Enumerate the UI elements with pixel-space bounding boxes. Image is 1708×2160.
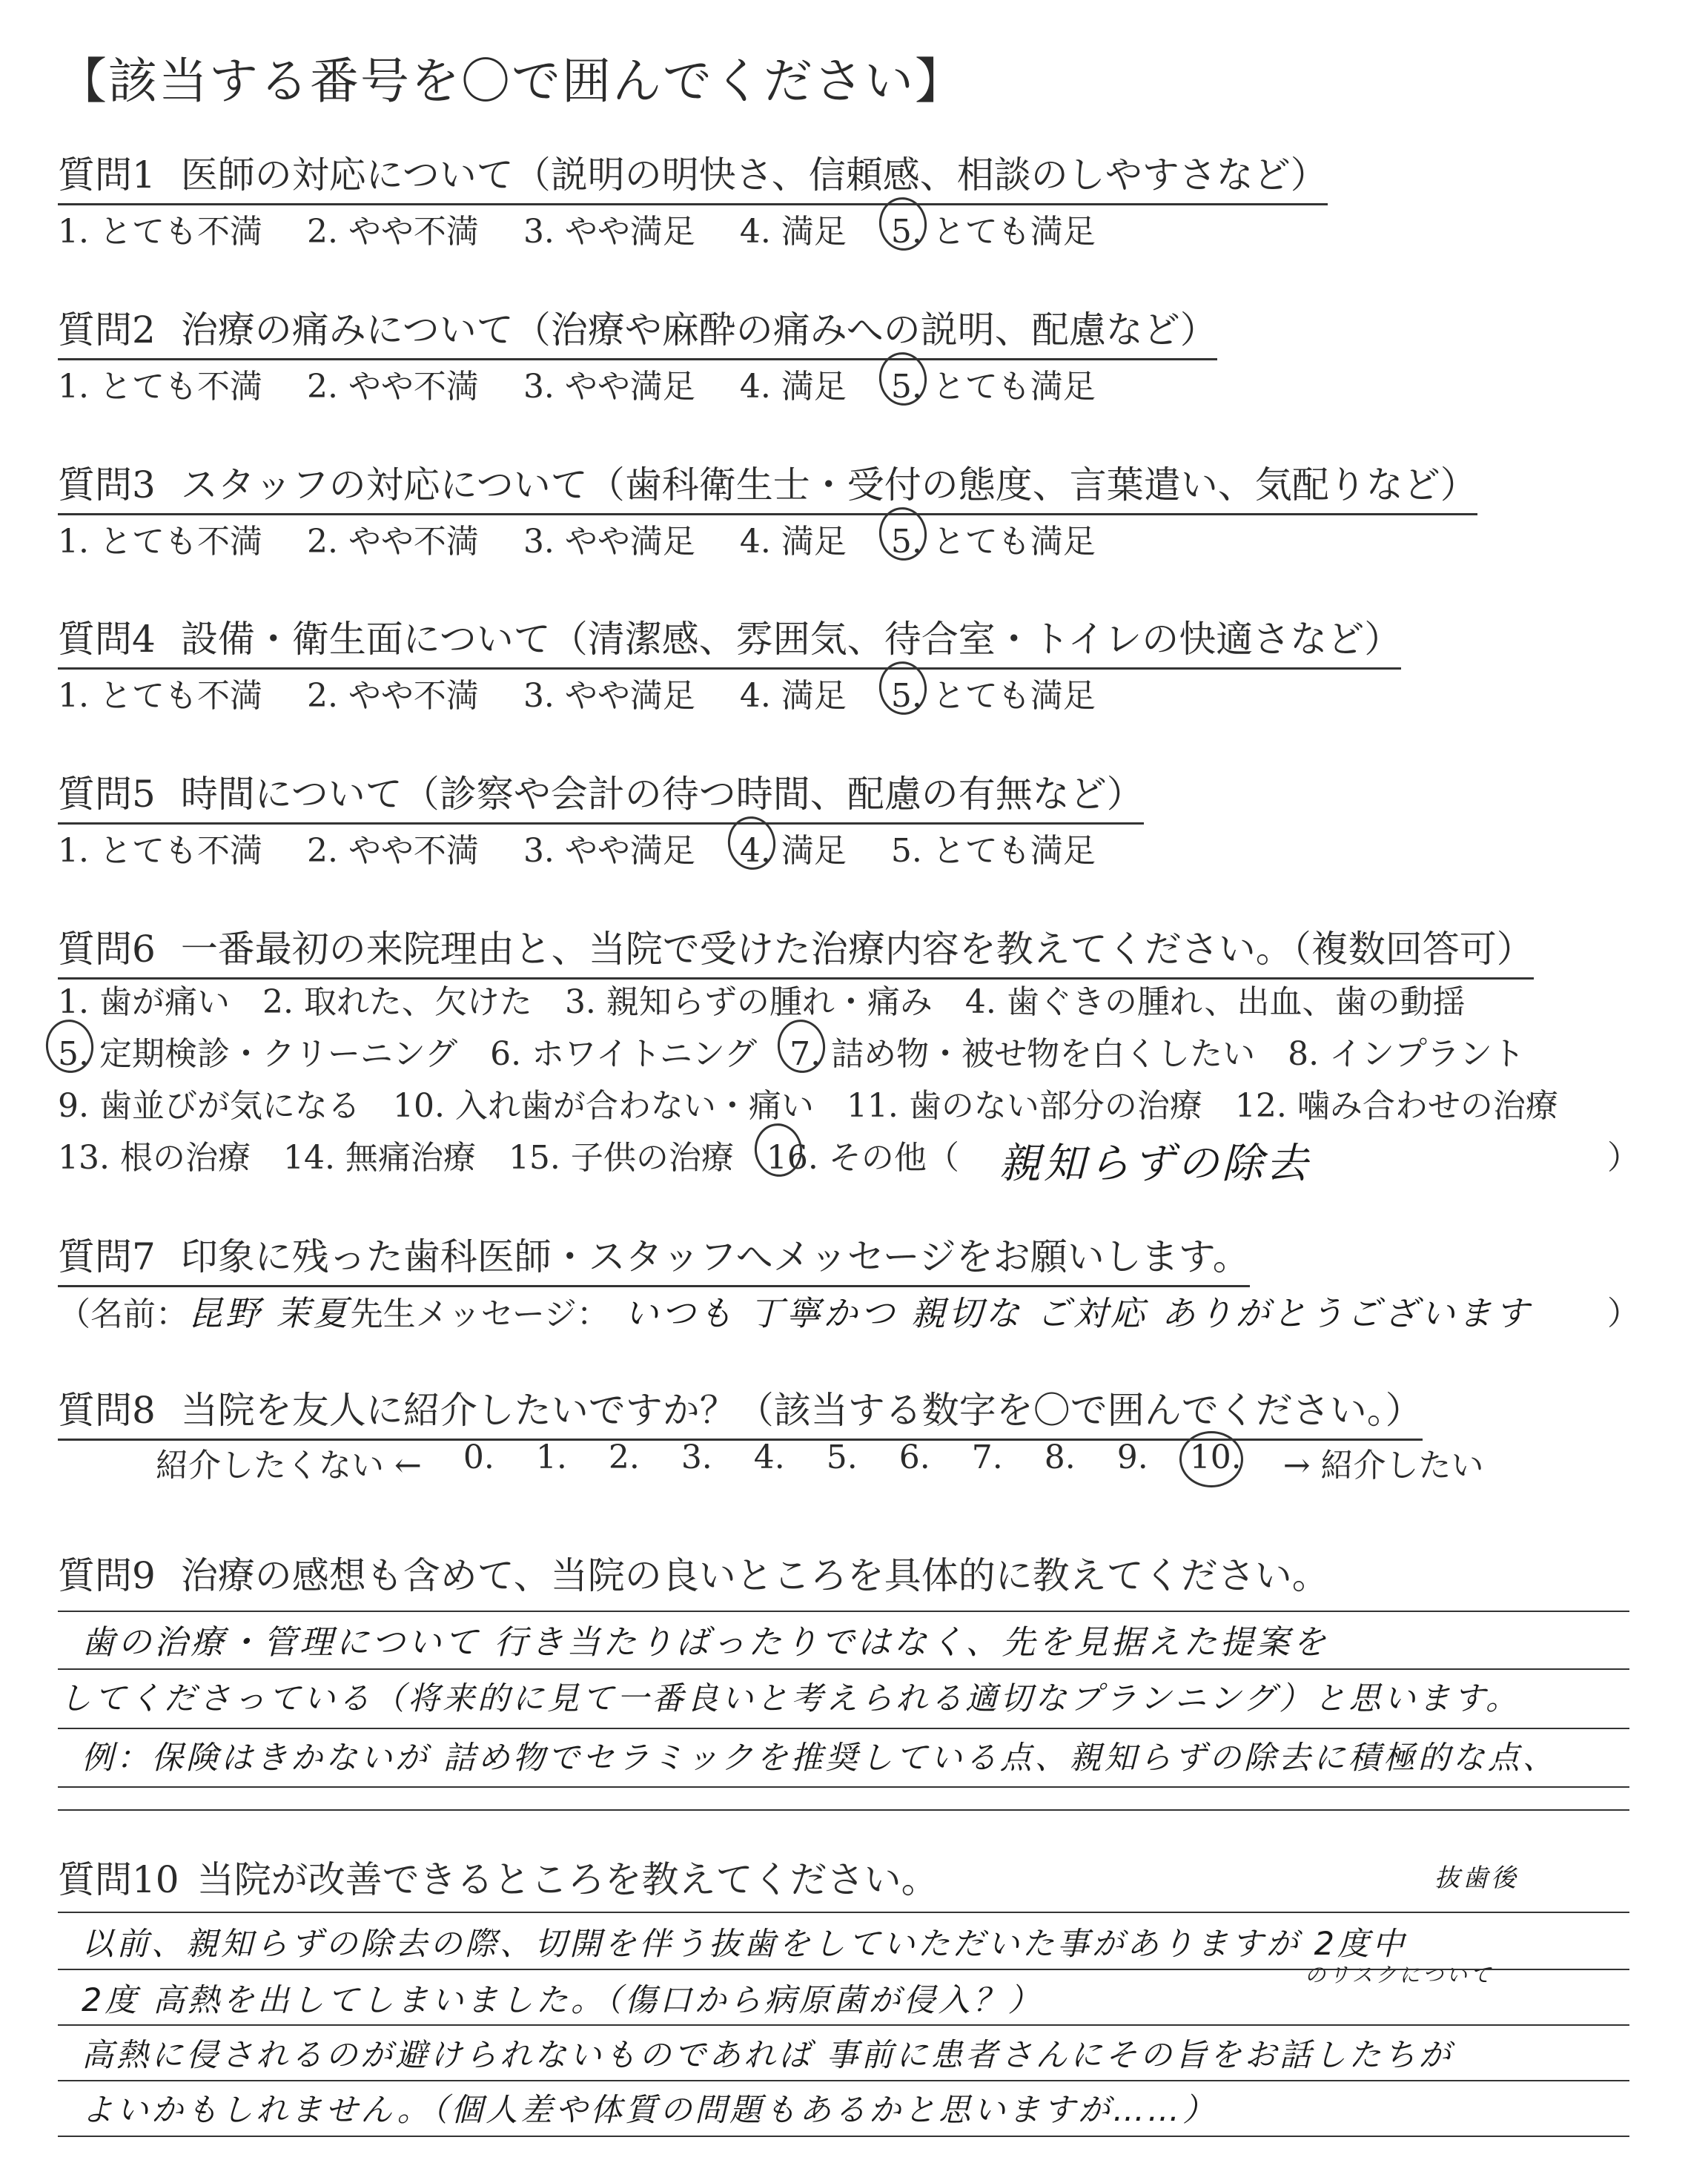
question-6-options <box>58 975 1591 1188</box>
option-1[interactable]: 1. 歯が痛い <box>58 983 230 1021</box>
message-answer-handwritten[interactable]: いつも 丁寧かつ 親切な ご対応 ありがとうございます <box>623 1293 1532 1333</box>
option-2[interactable]: 2. やや不満 <box>306 213 479 251</box>
question-text: 印象に残った歯科医師・スタッフへメッセージをお願いします。 <box>180 1235 1250 1278</box>
option-2[interactable]: 2. やや不満 <box>306 368 479 406</box>
insert-note-2-handwritten: のリスクについて <box>1305 1963 1494 1987</box>
option-5-selected[interactable]: 5. とても満足 <box>891 360 1096 407</box>
close-paren: ） <box>1607 1139 1640 1177</box>
answer-line <box>58 1786 1629 1788</box>
option-4[interactable]: 4. 歯ぐきの腫れ、出血、歯の動揺 <box>964 983 1466 1021</box>
question-4-options <box>58 669 1140 716</box>
scale-8[interactable]: 8. <box>1044 1439 1076 1476</box>
question-text: 治療の感想も含めて、当院の良いところを具体的に教えてください。 <box>180 1554 1329 1597</box>
answer-line <box>58 1728 1629 1729</box>
option-row <box>58 1131 1591 1188</box>
scale-5[interactable]: 5. <box>826 1439 858 1476</box>
option-5-selected[interactable]: 5. とても満足 <box>891 515 1096 562</box>
option-16-selected[interactable]: 16. その他（ <box>767 1131 959 1183</box>
option-4[interactable]: 4. 満足 <box>739 523 847 561</box>
question-text: 一番最初の来院理由と、当院で受けた治療内容を教えてください。（複数回答可） <box>180 928 1534 971</box>
question-number: 質問5 <box>58 773 156 816</box>
scale-9[interactable]: 9. <box>1116 1439 1148 1476</box>
option-4-selected[interactable]: 4. 満足 <box>740 824 847 871</box>
question-text: 治療の痛みについて（治療や麻酔の痛みへの説明、配慮など） <box>180 308 1217 351</box>
option-1[interactable]: 1. とても不満 <box>58 368 262 406</box>
page-title: 【該当する番号を〇で囲んでください】 <box>58 53 965 110</box>
q9-answer-line-2[interactable]: してくださっている（将来的に見て一番良いと考えられる適切なプランニング）と思います。 <box>59 1680 1520 1717</box>
question-2-options <box>58 360 1140 407</box>
scale-6[interactable]: 6. <box>898 1439 930 1476</box>
option-2[interactable]: 2. やや不満 <box>306 677 479 715</box>
question-number: 質問10 <box>58 1858 179 1901</box>
option-12[interactable]: 12. 噛み合わせの治療 <box>1234 1087 1558 1125</box>
question-5-heading <box>58 764 1144 825</box>
answer-line <box>58 1809 1629 1811</box>
scale-right-label: → 紹介したい <box>1282 1447 1484 1484</box>
question-9-heading <box>58 1546 1329 1599</box>
name-answer-handwritten[interactable]: 昆野 茉夏 <box>188 1293 351 1333</box>
option-9[interactable]: 9. 歯並びが気になる <box>58 1087 360 1125</box>
option-3[interactable]: 3. やや満足 <box>523 523 695 561</box>
option-4[interactable]: 4. 満足 <box>739 213 847 251</box>
option-row <box>58 975 1591 1027</box>
scale-3[interactable]: 3. <box>681 1439 712 1476</box>
question-10-heading <box>58 1850 939 1903</box>
option-5[interactable]: 5. とても満足 <box>890 832 1096 870</box>
question-number: 質問7 <box>58 1235 156 1278</box>
scale-4[interactable]: 4. <box>753 1439 785 1476</box>
option-11[interactable]: 11. 歯のない部分の治療 <box>846 1087 1202 1125</box>
option-14[interactable]: 14. 無痛治療 <box>282 1139 476 1177</box>
option-4[interactable]: 4. 満足 <box>739 368 847 406</box>
option-5-selected[interactable]: 5. とても満足 <box>891 205 1096 252</box>
option-2[interactable]: 2. 取れた、欠けた <box>262 983 532 1021</box>
question-4-heading <box>58 610 1401 670</box>
answer-line <box>58 2024 1629 2026</box>
answer-line <box>58 1969 1629 1970</box>
q10-answer-line-1[interactable]: 以前、親知らずの除去の際、切開を伴う抜歯をしていただいた事がありますが 2度中 <box>82 1926 1408 1963</box>
question-7-heading <box>58 1227 1250 1287</box>
option-7-selected[interactable]: 7. 詰め物・被せ物を白くしたい <box>790 1027 1255 1079</box>
scale-left-label: 紹介したくない ← <box>156 1447 422 1484</box>
option-1[interactable]: 1. とても不満 <box>58 523 262 561</box>
question-text: 当院が改善できるところを教えてください。 <box>196 1858 939 1901</box>
answer-line <box>58 1668 1629 1670</box>
option-1[interactable]: 1. とても不満 <box>58 832 262 870</box>
option-5-selected[interactable]: 5. 定期検診・クリーニング <box>58 1027 457 1079</box>
question-5-options <box>58 824 1140 871</box>
answer-line <box>58 1611 1629 1612</box>
question-text: 時間について（診察や会計の待つ時間、配慮の有無など） <box>180 773 1144 816</box>
option-1[interactable]: 1. とても不満 <box>58 213 262 251</box>
q10-answer-line-4[interactable]: よいかもしれません。（個人差や体質の問題もあるかと思いますが……） <box>82 2092 1218 2129</box>
option-2[interactable]: 2. やや不満 <box>306 832 479 870</box>
close-paren: ） <box>1607 1295 1640 1332</box>
option-8[interactable]: 8. インプラント <box>1288 1035 1526 1073</box>
scale-7[interactable]: 7. <box>971 1439 1003 1476</box>
option-row <box>58 1079 1591 1131</box>
option-3[interactable]: 3. やや満足 <box>523 677 695 715</box>
answer-line <box>58 1912 1629 1913</box>
option-3[interactable]: 3. 親知らずの腫れ・痛み <box>564 983 933 1021</box>
question-1-options <box>58 205 1140 252</box>
question-number: 質問8 <box>58 1389 156 1432</box>
option-1[interactable]: 1. とても不満 <box>58 677 262 715</box>
recommend-scale <box>156 1439 1526 1486</box>
question-number: 質問1 <box>58 153 156 196</box>
q10-answer-line-2[interactable]: 2度 高熱を出してしまいました。（傷口から病原菌が侵入？） <box>82 1982 1043 2019</box>
scale-1[interactable]: 1. <box>535 1439 567 1476</box>
other-answer-handwritten[interactable]: 親知らずの除去 <box>999 1140 1311 1188</box>
option-13[interactable]: 13. 根の治療 <box>58 1139 251 1177</box>
option-2[interactable]: 2. やや不満 <box>306 523 479 561</box>
question-6-heading <box>58 919 1534 980</box>
option-15[interactable]: 15. 子供の治療 <box>508 1139 734 1177</box>
question-number: 質問9 <box>58 1554 156 1597</box>
question-3-options <box>58 515 1140 562</box>
question-number: 質問2 <box>58 308 156 351</box>
question-text: 当院を友人に紹介したいですか？（該当する数字を〇で囲んでください。） <box>180 1389 1423 1432</box>
answer-line <box>58 2080 1629 2081</box>
q9-answer-line-3[interactable]: 例：保険はきかないが 詰め物でセラミックを推奨している点、親知らずの除去に積極的な点、 <box>82 1740 1558 1777</box>
option-6[interactable]: 6. ホワイトニング <box>490 1035 758 1073</box>
option-10[interactable]: 10. 入れ歯が合わない・痛い <box>392 1087 814 1125</box>
option-5-selected[interactable]: 5. とても満足 <box>891 669 1096 716</box>
question-3-heading <box>58 455 1477 515</box>
insert-note-handwritten: 抜歯後 <box>1434 1863 1519 1893</box>
question-number: 質問3 <box>58 463 156 506</box>
scale-0[interactable]: 0. <box>463 1439 494 1476</box>
question-number: 質問4 <box>58 618 156 661</box>
option-4[interactable]: 4. 満足 <box>739 677 847 715</box>
question-text: 設備・衛生面について（清潔感、雰囲気、待合室・トイレの快適さなど） <box>180 618 1402 661</box>
question-text: スタッフの対応について（歯科衛生士・受付の態度、言葉遣い、気配りなど） <box>180 463 1477 506</box>
message-label: 先生メッセージ： <box>350 1295 609 1333</box>
option-3[interactable]: 3. やや満足 <box>523 213 695 251</box>
scale-10-selected[interactable]: 10. <box>1190 1439 1242 1486</box>
option-3[interactable]: 3. やや満足 <box>523 832 695 870</box>
question-2-heading <box>58 300 1217 360</box>
q10-answer-line-3[interactable]: 高熱に侵されるのが避けられないものであれば 事前に患者さんにその旨をお話したちが <box>82 2037 1454 2074</box>
option-3[interactable]: 3. やや満足 <box>523 368 695 406</box>
question-number: 質問6 <box>58 928 156 971</box>
option-row <box>58 1027 1591 1079</box>
question-1-heading <box>58 145 1328 205</box>
name-label: （名前： <box>58 1295 188 1333</box>
scale-2[interactable]: 2. <box>608 1439 640 1476</box>
question-text: 医師の対応について（説明の明快さ、信頼感、相談のしやすさなど） <box>180 153 1328 196</box>
answer-line <box>58 2136 1629 2137</box>
question-7-answer-line <box>58 1287 1629 1335</box>
q9-answer-line-1[interactable]: 歯の治療・管理について 行き当たりばったりではなく、先を見据えた提案を <box>82 1622 1329 1662</box>
